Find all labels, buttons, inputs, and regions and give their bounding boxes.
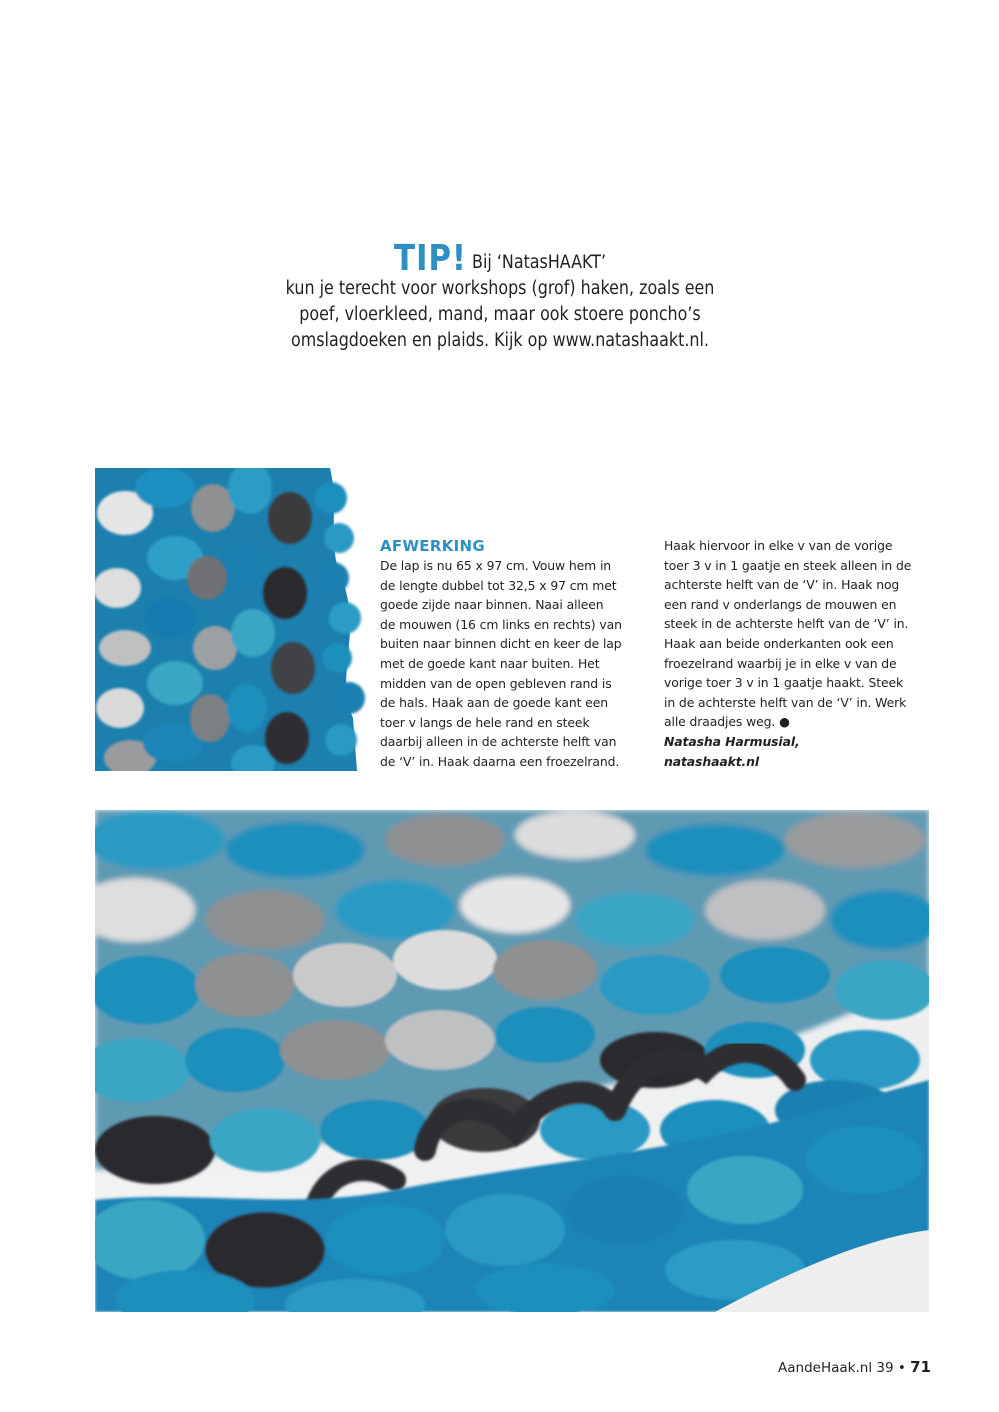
text-line: de mouwen (16 cm links en rechts) van bbox=[380, 616, 622, 632]
text-line: een rand v onderlangs de mouwen en bbox=[664, 596, 897, 612]
tip-line: omslagdoeken en plaids. Kijk op www.natashaakt.nl. bbox=[291, 330, 709, 351]
crochet-detail-photo bbox=[95, 468, 385, 771]
text-line: steek in de achterste helft van de ‘V’ in. bbox=[664, 616, 909, 632]
article-column-right bbox=[664, 536, 926, 771]
page-footer bbox=[778, 1358, 931, 1376]
text-line: goede zijde naar binnen. Naai alleen bbox=[380, 597, 604, 613]
section-heading: AFWERKING bbox=[380, 537, 485, 555]
tip-label: TIP! bbox=[393, 238, 467, 279]
footer-bullet: • bbox=[897, 1360, 906, 1376]
text-line: met de goede kant naar buiten. Het bbox=[380, 655, 600, 671]
text-line: de hals. Haak aan de goede kant een bbox=[380, 695, 608, 711]
text-line: toer v langs de hele rand en steek bbox=[380, 714, 590, 730]
text-line: de ‘V’ in. Haak daarna een froezelrand. bbox=[380, 753, 620, 769]
text-line: toer 3 v in 1 gaatje en steek alleen in de bbox=[664, 557, 912, 573]
magazine-issue: AandeHaak.nl 39 bbox=[778, 1360, 894, 1376]
text-line: midden van de open gebleven rand is bbox=[380, 675, 612, 691]
text-line: achterste helft van de ‘V’ in. Haak nog bbox=[664, 577, 900, 593]
tip-line: kun je terecht voor workshops (grof) haken, zoals een bbox=[285, 278, 715, 299]
tip-line: poef, vloerkleed, mand, maar ook stoere poncho’s bbox=[299, 304, 701, 325]
text-line: buiten naar binnen dicht en keer de lap bbox=[380, 636, 622, 652]
text-line: Haak aan beide onderkanten ook een bbox=[664, 635, 894, 651]
text-line: de lengte dubbel tot 32,5 x 97 cm met bbox=[380, 577, 617, 593]
text-line: daarbij alleen in de achterste helft van bbox=[380, 734, 617, 750]
tip-heading bbox=[393, 238, 607, 279]
text-line: De lap is nu 65 x 97 cm. Vouw hem in bbox=[380, 558, 612, 573]
crochet-fabric-photo bbox=[95, 810, 929, 1312]
text-line: alle draadjes weg. ● bbox=[664, 714, 790, 730]
text-line: vorige toer 3 v in 1 gaatje haakt. Steek bbox=[664, 675, 904, 691]
tip-head-text: Bij ‘NatasHAAKT’ bbox=[472, 252, 607, 273]
tip-box bbox=[276, 238, 723, 354]
article-column-left bbox=[380, 536, 650, 772]
author-website: natashaakt.nl bbox=[664, 753, 760, 769]
text-line: Haak hiervoor in elke v van de vorige bbox=[664, 538, 893, 553]
page-number: 71 bbox=[910, 1358, 931, 1376]
text-line: in de achterste helft van de ‘V’ in. Werk bbox=[664, 694, 907, 710]
author-credit: Natasha Harmusial, bbox=[664, 733, 800, 749]
text-line: froezelrand waarbij je in elke v van de bbox=[664, 655, 897, 671]
